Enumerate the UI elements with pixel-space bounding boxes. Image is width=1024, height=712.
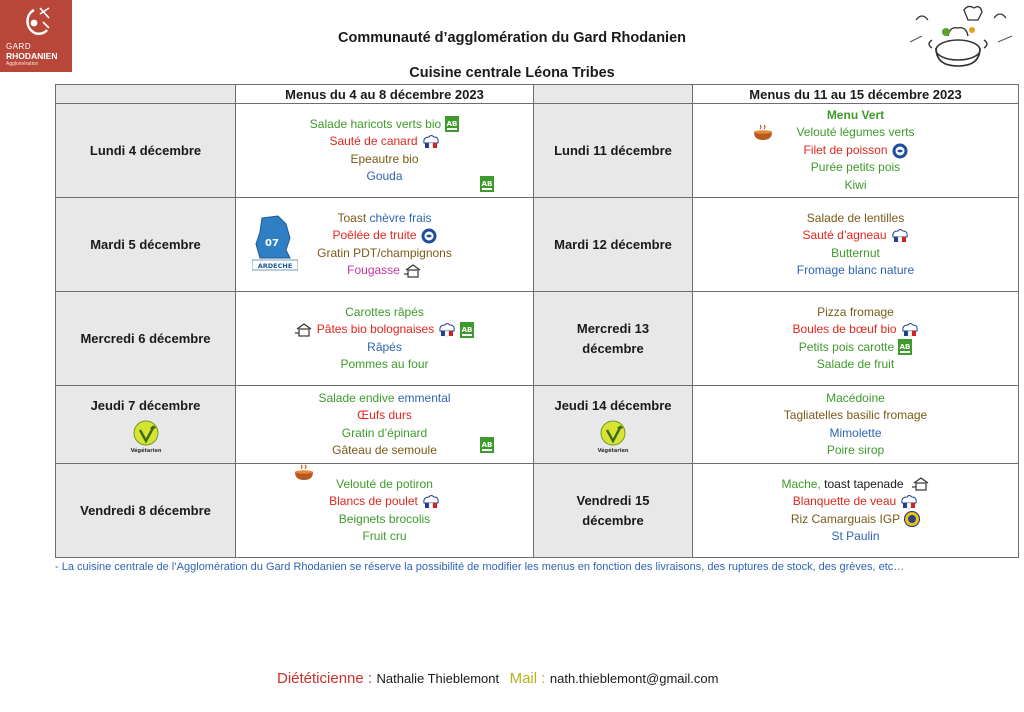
page-title: Communauté d’agglomération du Gard Rhodanien (337, 30, 686, 46)
day-label (56, 386, 236, 464)
dietitian-label: Diététicienne : (277, 670, 373, 687)
menu-item: emmental (397, 390, 451, 405)
menu-item: Pizza fromage (817, 304, 894, 319)
day-label-line: Jeudi 7 décembre (90, 397, 201, 413)
logo-text-agglomeration: Agglomération (6, 61, 39, 67)
menu-item: Epeautre bio (350, 151, 419, 166)
logo-text-gard: GARD (6, 42, 32, 51)
day-label: Mercredi 6 décembre (56, 292, 236, 386)
ab-bio-logo-icon (445, 116, 459, 132)
dietitian-name: Nathalie Thieblemont (376, 671, 500, 686)
week2-title: Menus du 11 au 15 décembre 2023 (693, 85, 1019, 104)
day-label: Lundi 11 décembre (534, 104, 693, 198)
menu-item: Pâtes bio bolognaises (316, 322, 435, 336)
menu-item: Filet de poisson (803, 142, 888, 157)
menu-item: Mache, (781, 476, 825, 491)
ab-bio-logo-icon (460, 322, 474, 338)
day-label: Vendredi 8 décembre (56, 464, 236, 558)
viande-francaise-icon (422, 494, 440, 510)
viande-francaise-icon (900, 494, 918, 510)
menu-cell (236, 386, 534, 464)
igp-label-icon (904, 511, 920, 527)
menu-item: Boules de bœuf bio (792, 322, 897, 336)
menu-item: Pommes au four (340, 357, 429, 371)
menu-item: Gouda (366, 169, 403, 183)
menu-item: Carottes râpés (345, 304, 424, 319)
menu-item: Menu Vert (826, 107, 885, 122)
ab-bio-logo-icon (480, 437, 494, 453)
menu-item: Salade de fruit (816, 357, 895, 371)
menu-item: Tagliatelles basilic fromage (783, 408, 928, 422)
viande-francaise-icon (891, 228, 909, 244)
footer-contact (277, 670, 718, 688)
mail-value[interactable]: nath.thieblemont@gmail.com (549, 671, 719, 686)
menu-item: Petits pois carotte (798, 339, 895, 354)
day-label-line: décembre (582, 512, 644, 528)
ab-bio-logo-icon (898, 339, 912, 355)
menu-cell (693, 386, 1019, 464)
menu-item: Toast (337, 210, 370, 225)
day-label (534, 292, 693, 386)
msc-fish-label-icon (421, 228, 437, 244)
day-label-line: décembre (582, 340, 644, 356)
menu-cell (236, 198, 534, 292)
menu-cell (693, 464, 1019, 558)
menu-item: Râpés (367, 339, 402, 354)
menu-item: Mimolette (829, 425, 882, 440)
fait-maison-icon (404, 264, 422, 278)
vegetarian-leaf-icon (130, 420, 162, 454)
week1-title: Menus du 4 au 8 décembre 2023 (236, 85, 534, 104)
menu-item: Gâteau de semoule (332, 443, 437, 457)
menu-item: Œufs durs (357, 408, 412, 422)
menu-item: Fruit cru (362, 529, 407, 543)
menu-cell (693, 198, 1019, 292)
fait-maison-icon (295, 323, 313, 337)
viande-francaise-icon (901, 322, 919, 338)
menu-item: Velouté de potiron (336, 476, 433, 491)
menu-table (55, 84, 1019, 558)
menu-cell (236, 464, 534, 558)
mail-label: Mail : (509, 670, 546, 687)
ardeche-map-icon (252, 214, 298, 272)
day-label-line: Vendredi 15 (576, 492, 650, 508)
menu-item: Blancs de poulet (329, 494, 418, 508)
page-subtitle: Cuisine centrale Léona Tribes (409, 65, 615, 81)
day-label (534, 386, 693, 464)
menu-item: Butternut (831, 245, 880, 260)
menu-item: Beignets brocolis (338, 511, 431, 526)
menu-item: St Paulin (831, 529, 880, 543)
menu-item: Macédoine (826, 390, 885, 405)
menu-item: Salade de lentilles (806, 210, 905, 225)
soup-bowl-icon (294, 464, 314, 482)
menu-item: toast tapenade (824, 476, 904, 491)
menu-item: Salade haricots verts bio (309, 116, 442, 131)
menu-item: Sauté d’agneau (802, 228, 887, 242)
menu-item: Purée petits pois (810, 160, 901, 175)
menu-item: Fougasse (347, 263, 400, 277)
fait-maison-icon (912, 477, 930, 491)
ardeche-badge-label: ARDECHE (257, 262, 293, 270)
day-label-line: Mercredi 13 (576, 320, 650, 336)
day-label: Mardi 12 décembre (534, 198, 693, 292)
msc-fish-label-icon (892, 143, 908, 159)
day-label (534, 464, 693, 558)
soup-bowl-icon (753, 124, 773, 142)
menu-cell (693, 104, 1019, 198)
menu-item: chèvre frais (369, 210, 432, 225)
menu-item: Gratin PDT/champignons (317, 245, 452, 260)
menu-item: Salade endive (318, 390, 398, 405)
viande-francaise-icon (422, 134, 440, 150)
menu-cell (693, 292, 1019, 386)
header-blank-cell (56, 85, 236, 104)
menu-item: Poêlée de truite (332, 228, 417, 242)
day-label: Mardi 5 décembre (56, 198, 236, 292)
menu-item: Sauté de canard (329, 134, 418, 148)
menu-item: Riz Camarguais IGP (790, 511, 901, 526)
menu-item: Gratin d’épinard (341, 425, 428, 440)
disclaimer-note: - La cuisine centrale de l’Agglomération du Gard Rhodanien se réserve la possibilité de modifier les menus en fonction des livraisons, des ruptures de stock, des grèves, etc… (55, 561, 905, 573)
menu-item: Fromage blanc nature (796, 263, 915, 277)
ab-bio-logo-icon (480, 176, 494, 192)
vegetarian-leaf-icon (597, 420, 629, 454)
header-blank-cell (534, 85, 693, 104)
menu-item: Blanquette de veau (792, 494, 897, 508)
menu-item: Velouté légumes verts (796, 125, 915, 140)
menu-item: Poire sirop (826, 443, 885, 457)
viande-francaise-icon (438, 322, 456, 338)
menu-cell (236, 292, 534, 386)
menu-cell (236, 104, 534, 198)
ardeche-badge-number: 07 (265, 238, 279, 249)
menu-item: Kiwi (844, 177, 867, 192)
day-label-line: Jeudi 14 décembre (554, 397, 672, 413)
day-label: Lundi 4 décembre (56, 104, 236, 198)
logo-text-rhodanien: RHODANIEN (6, 51, 58, 61)
